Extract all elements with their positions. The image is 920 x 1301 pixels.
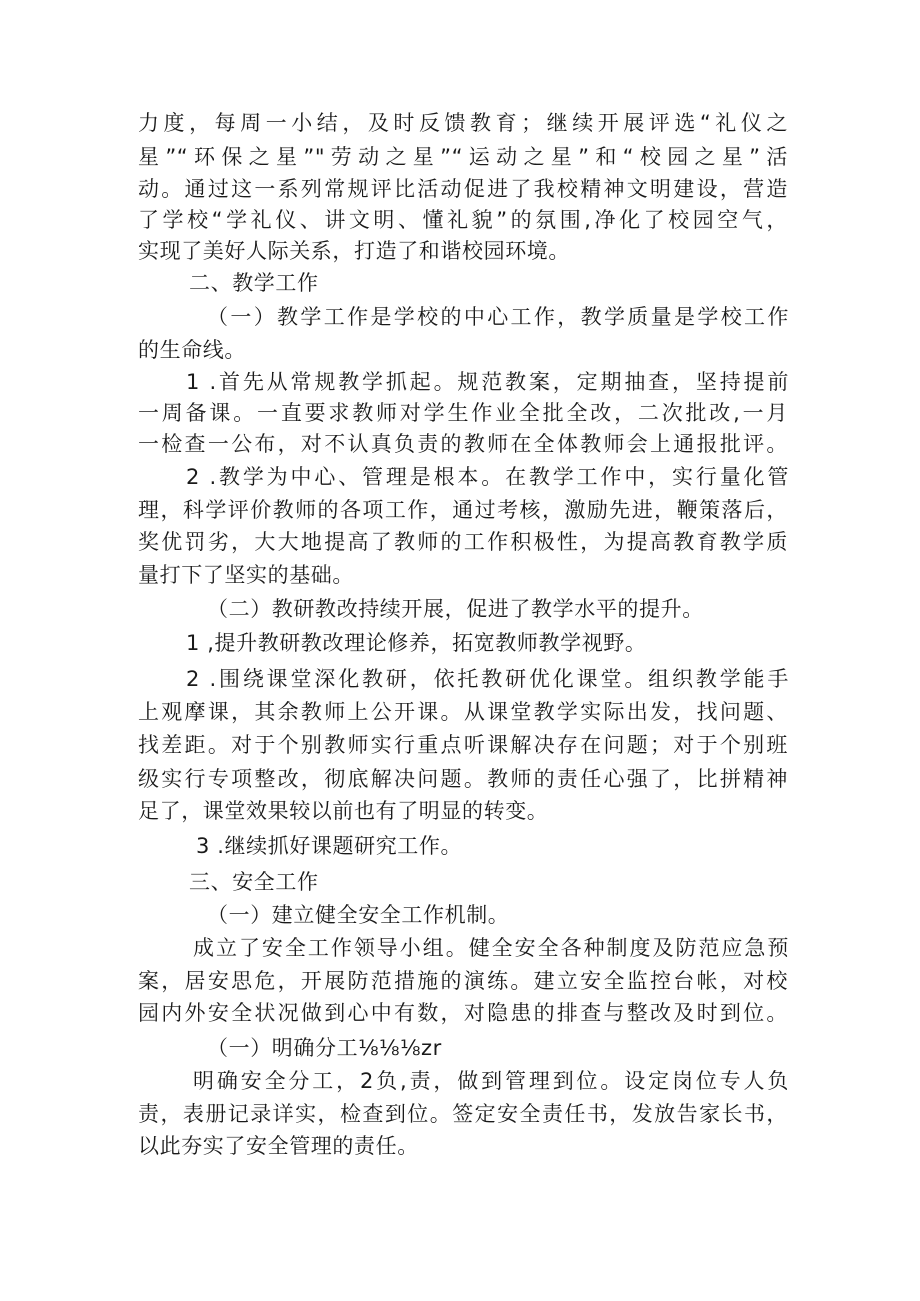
subsection-heading: （二）教研教改持续开展，促进了教学水平的提升。: [207, 597, 704, 621]
text-line: 1 .首先从常规教学抓起。规范教案，定期抽查，坚持提前: [186, 370, 789, 394]
text-line: 园内外安全状况做到心中有数，对隐患的排查与整改及时到位。: [138, 1001, 788, 1025]
text-line: 量打下了坚实的基础。: [138, 563, 354, 587]
text-line: 2 .围绕课堂深化教研，依托教研优化课堂。组织教学能手: [186, 667, 789, 691]
text-line: 1 ,提升教研教改理论修养，拓宽教师教学视野。: [186, 631, 647, 655]
text-line: 成立了安全工作领导小组。健全安全各种制度及防范应急预: [193, 936, 789, 960]
text-line: 3 .继续抓好课题研究工作。: [196, 834, 463, 858]
text-line: 星”“环保之星”"劳动之星”“运动之星”和“校园之星”活: [138, 145, 788, 169]
text-line: 以此夯实了安全管理的责任。: [138, 1134, 419, 1158]
text-line: 实现了美好人际关系，打造了和谐校园环境。: [138, 239, 570, 263]
text-line: 奖优罚劣，大大地提高了教师的工作积极性，为提高教育教学质: [138, 530, 788, 554]
text-line: 的生命线。: [138, 338, 246, 362]
text-line: 一检查一公布，对不认真负责的教师在全体教师会上通报批评。: [138, 432, 788, 456]
text-line: 一周备课。一直要求教师对学生作业全批全改，二次批改,一月: [138, 401, 788, 425]
subsection-heading: （一）教学工作是学校的中心工作，教学质量是学校工作: [207, 305, 789, 329]
text-line: 找差距。对于个别教师实行重点听课解决存在问题；对于个别班: [138, 733, 788, 757]
text-line: 足了，课堂效果较以前也有了明显的转变。: [138, 799, 549, 823]
text-line: 责，表册记录详实，检查到位。签定安全责任书，发放告家长书，: [138, 1102, 788, 1126]
text-line: 上观摩课，其余教师上公开课。从课堂教学实际出发，找问题、: [138, 700, 788, 724]
text-line: 明确安全分工，2负,责，做到管理到位。设定岗位专人负: [193, 1069, 789, 1093]
text-line: 级实行专项整改，彻底解决问题。教师的责任心强了，比拼精神: [138, 767, 788, 791]
subsection-heading: （一）建立健全安全工作机制。: [207, 903, 510, 927]
text-line: 2 .教学为中心、管理是根本。在教学工作中，实行量化管: [186, 465, 789, 489]
section-heading: 三、安全工作: [189, 870, 319, 894]
text-line: 了学校“学礼仪、讲文明、懂礼貌”的氛围,净化了校园空气，: [138, 208, 788, 232]
text-line: 案，居安思危，开展防范措施的演练。建立安全监控台帐，对校: [138, 969, 788, 993]
text-line: 理，科学评价教师的各项工作，通过考核，激励先进，鞭策落后，: [138, 498, 788, 522]
text-line: 力度，每周一小结，及时反馈教育；继续开展评选“礼仪之: [138, 111, 788, 135]
text-line: 动。通过这一系列常规评比活动促进了我校精神文明建设，营造: [138, 177, 788, 201]
section-heading: 二、教学工作: [189, 271, 319, 295]
subsection-heading: （一）明确分工⅛⅛⅛zr: [207, 1036, 442, 1060]
